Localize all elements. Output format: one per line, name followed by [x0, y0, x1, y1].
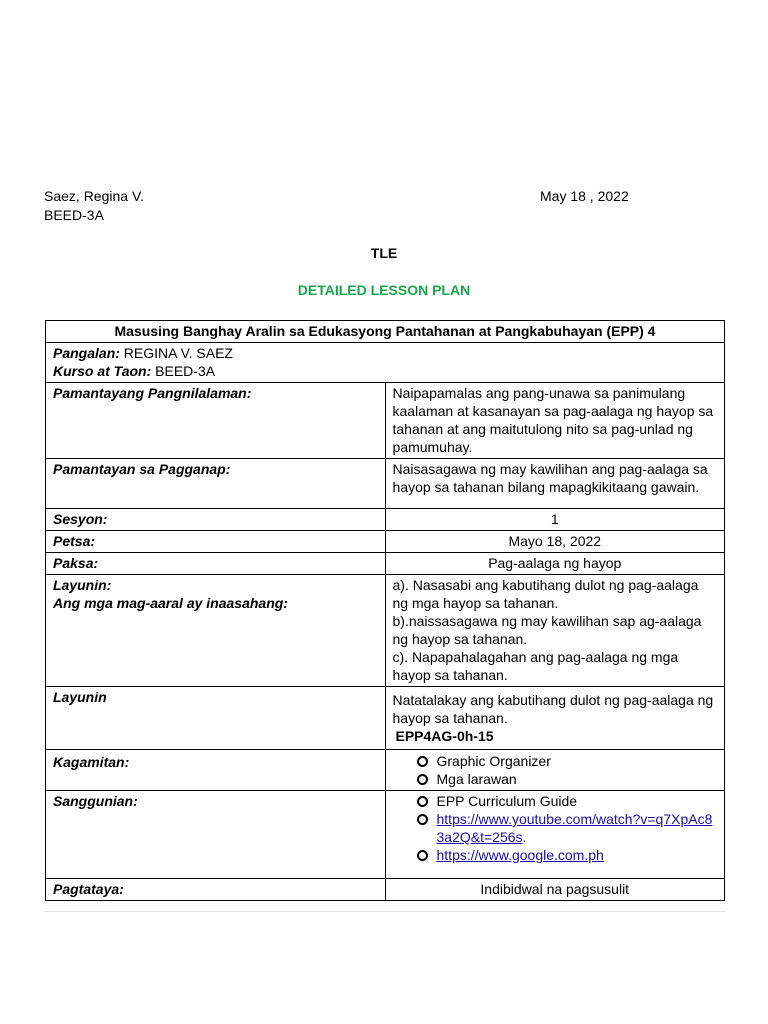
- identity-cell: [46, 343, 725, 383]
- student-name: Saez, Regina V.: [44, 188, 144, 204]
- student-course: BEED-3A: [44, 207, 104, 223]
- pangalan-value: REGINA V. SAEZ: [123, 345, 233, 361]
- sanggunian-list: [393, 792, 718, 864]
- subject-heading: TLE: [370, 245, 398, 261]
- lesson-plan-table: [45, 320, 725, 901]
- pamantayang-label: Pamantayang Pangnilalaman:: [46, 383, 386, 459]
- pamantayang-value: Naipapamalas ang pang-unawa sa panimulang kaalaman at kasanayan sa pag-aalaga ng hayop sa tahanan at ang maitutulong nito sa pag-unlad ng pamumuhay.: [385, 383, 725, 459]
- paksa-value: Pag-aalaga ng hayop: [385, 553, 725, 575]
- layunin-objectives-cell: [385, 575, 725, 687]
- kurso-value: BEED-3A: [155, 363, 216, 379]
- table-row: [46, 343, 725, 383]
- list-item: https://www.youtube.com/watch?v=q7XpAc83a2Q&t=256s.: [417, 810, 718, 846]
- table-row: [46, 687, 725, 750]
- table-row: [46, 553, 725, 575]
- circle-bullet-icon: [417, 814, 428, 825]
- pangalan-label: Pangalan:: [53, 345, 120, 361]
- pagtataya-label: Pagtataya:: [46, 879, 386, 901]
- list-item: EPP Curriculum Guide: [417, 792, 718, 810]
- kurso-label: Kurso at Taon:: [53, 363, 152, 379]
- competency-code: EPP4AG-0h-15: [395, 728, 494, 744]
- layunin-sub-label: Ang mga mag-aaral ay inaasahang:: [53, 595, 288, 611]
- kagamitan-cell: [385, 750, 725, 791]
- layunin2-cell: [385, 687, 725, 750]
- kagamitan-list: [393, 752, 718, 788]
- objective-a: a). Nasasabi ang kabutihang dulot ng pag-aalaga ng mga hayop sa tahanan.: [392, 577, 699, 611]
- pagtataya-value: Indibidwal na pagsusulit: [385, 879, 725, 901]
- list-item: Graphic Organizer: [417, 752, 718, 770]
- document-date: May 18 , 2022: [540, 188, 629, 204]
- table-row: [46, 509, 725, 531]
- petsa-value: Mayo 18, 2022: [385, 531, 725, 553]
- google-link[interactable]: https://www.google.com.ph: [436, 847, 604, 863]
- table-row: [46, 321, 725, 343]
- table-row: [46, 575, 725, 687]
- sanggunian-cell: [385, 791, 725, 879]
- paksa-label: Paksa:: [46, 553, 386, 575]
- table-row: [46, 879, 725, 901]
- table-row: [46, 531, 725, 553]
- pagganap-value: Naisasagawa ng may kawilihan ang pag-aalaga sa hayop sa tahanan bilang mapagkikitaang gawain.: [385, 459, 725, 509]
- layunin2-label: Layunin: [46, 687, 386, 750]
- layunin2-value: Natatalakay ang kabutihang dulot ng pag-aalaga ng hayop sa tahanan.: [392, 692, 714, 726]
- youtube-link[interactable]: https://www.youtube.com/watch?v=q7XpAc83a2Q&t=256s: [436, 811, 713, 845]
- kagamitan-label: Kagamitan:: [46, 750, 386, 791]
- petsa-label: Petsa:: [46, 531, 386, 553]
- sesyon-label: Sesyon:: [46, 509, 386, 531]
- circle-bullet-icon: [417, 850, 428, 861]
- circle-bullet-icon: [417, 774, 428, 785]
- circle-bullet-icon: [417, 756, 428, 767]
- document-title: DETAILED LESSON PLAN: [297, 282, 471, 298]
- sesyon-value: 1: [385, 509, 725, 531]
- layunin-objectives-label-cell: [46, 575, 386, 687]
- table-row: [46, 459, 725, 509]
- layunin-label: Layunin:: [53, 577, 112, 593]
- table-heading: Masusing Banghay Aralin sa Edukasyong Pantahanan at Pangkabuhayan (EPP) 4: [46, 321, 725, 343]
- objective-c: c). Napapahalagahan ang pag-aalaga ng mga hayop sa tahanan.: [392, 649, 679, 683]
- page-divider: [44, 911, 725, 912]
- table-row: [46, 791, 725, 879]
- list-item: [417, 846, 718, 864]
- table-row: [46, 383, 725, 459]
- table-row: [46, 750, 725, 791]
- sanggunian-label: Sanggunian:: [46, 791, 386, 879]
- list-item: Mga larawan: [417, 770, 718, 788]
- pagganap-label: Pamantayan sa Pagganap:: [46, 459, 386, 509]
- objective-b: b).naissasagawa ng may kawilihan sap ag-aalaga ng hayop sa tahanan.: [392, 613, 702, 647]
- circle-bullet-icon: [417, 796, 428, 807]
